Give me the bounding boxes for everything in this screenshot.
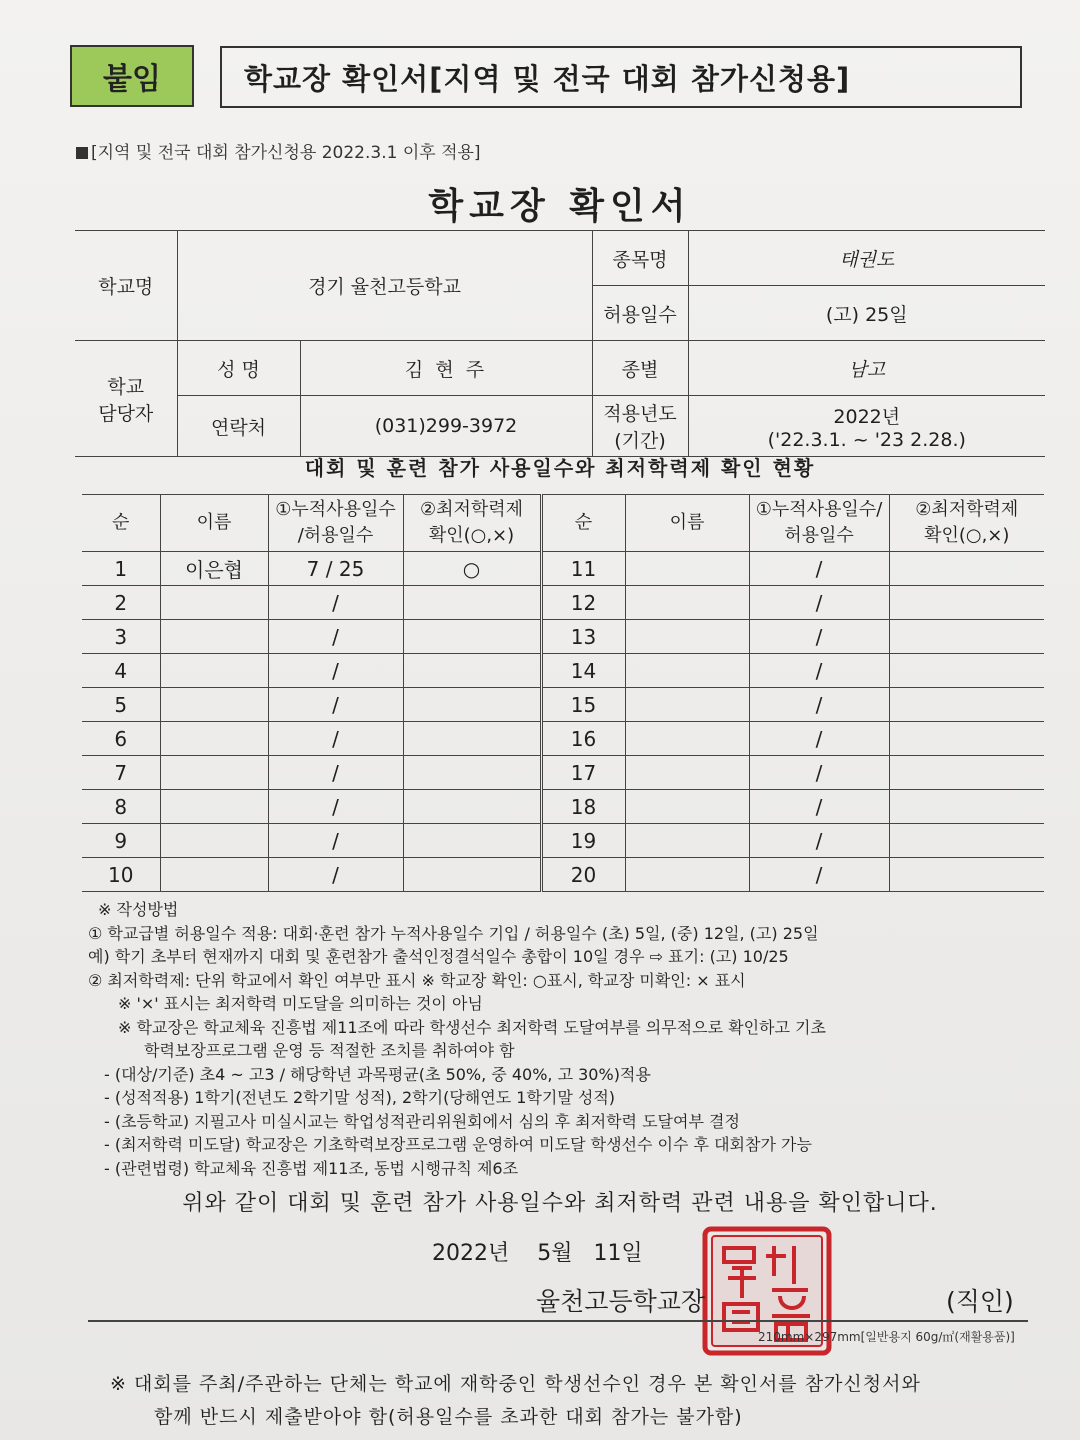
period-value [688, 396, 1045, 457]
issue-date: 2022년 5월 11일 [432, 1241, 643, 1266]
form-banner-title: 학교장 확인서[지역 및 전국 대회 참가신청용] [220, 46, 1022, 108]
row-no-right: 17 [541, 756, 625, 790]
row-check: ○ [403, 552, 541, 586]
note-2-a: ※ '×' 표시는 최저학력 미도달을 의미하는 것이 아님 [118, 994, 483, 1013]
notice-text: [지역 및 전국 대회 참가신청용 2022.3.1 이후 적용] [91, 143, 481, 163]
header-days-line1: ①누적사용일수 [275, 499, 396, 520]
page-title: 학교장 확인서 [428, 186, 692, 227]
row-name-right [625, 620, 749, 654]
manager-label [75, 341, 177, 457]
row-days-right: / [749, 756, 889, 790]
row-days-right: / [749, 586, 889, 620]
row-days-right: / [749, 824, 889, 858]
square-bullet-icon [76, 147, 88, 159]
header-days-right [749, 495, 889, 552]
row-no: 10 [82, 858, 160, 892]
row-name: 이은협 [160, 552, 268, 586]
note-2: ② 최저학력제: 단위 학교에서 확인 여부만 표시 ※ 학교장 확인: ○표시, 학교장 미확인: × 표시 [88, 970, 746, 990]
row-no-right: 12 [541, 586, 625, 620]
detail-3: - (초등학교) 지필고사 미실시교는 학업성적관리위원회에서 심의 후 최저학력 도달여부 결정 [104, 1111, 740, 1131]
row-no-right: 16 [541, 722, 625, 756]
header-name-right: 이름 [625, 495, 749, 552]
row-check [403, 722, 541, 756]
row-name-right [625, 586, 749, 620]
table-row [82, 756, 1044, 790]
row-no-right: 19 [541, 824, 625, 858]
period-year: 2022년 [833, 405, 901, 428]
row-no: 2 [82, 586, 160, 620]
writing-instructions [88, 898, 1048, 1180]
row-name-right [625, 654, 749, 688]
detail-2: - (성적적용) 1학기(전년도 2학기말 성적), 2학기(당해연도 1학기말 성적) [104, 1088, 616, 1107]
table-row [82, 824, 1044, 858]
row-check-right [889, 552, 1044, 586]
row-check [403, 586, 541, 620]
table-header-row [82, 495, 1044, 552]
row-no: 9 [82, 824, 160, 858]
header-days-line2: /허용일수 [297, 525, 374, 546]
category-value: 남고 [688, 341, 1045, 396]
row-days: / [268, 858, 403, 892]
confirmation-statement: 위와 같이 대회 및 훈련 참가 사용일수와 최저학력 관련 내용을 확인합니다. [182, 1191, 938, 1216]
row-days-right: / [749, 858, 889, 892]
detail-5: - (관련법령) 학교체육 진흥법 제11조, 동법 시행규칙 제6조 [104, 1158, 519, 1178]
table-row [82, 722, 1044, 756]
header-name: 이름 [160, 495, 268, 552]
attachment-tag: 붙임 [70, 45, 194, 107]
applicability-notice [76, 138, 481, 163]
allowed-days-value: (고) 25일 [688, 286, 1045, 341]
row-no: 5 [82, 688, 160, 722]
row-name [160, 620, 268, 654]
row-name [160, 756, 268, 790]
row-check [403, 654, 541, 688]
contact-label: 연락처 [177, 396, 300, 457]
footer-divider [88, 1320, 1028, 1322]
note-2-b-cont: 학력보장프로그램 운영 등 적절한 조치를 취하여야 함 [144, 1041, 515, 1060]
row-no-right: 11 [541, 552, 625, 586]
header-check-right-line1: ②최저학력제 [915, 499, 1019, 520]
row-name-right [625, 552, 749, 586]
seal-label: (직인) [946, 1287, 1014, 1316]
row-check-right [889, 858, 1044, 892]
row-check-right [889, 722, 1044, 756]
row-name [160, 722, 268, 756]
row-no-right: 14 [541, 654, 625, 688]
row-check-right [889, 756, 1044, 790]
table-row [82, 654, 1044, 688]
section-title: 대회 및 훈련 참가 사용일수와 최저학력제 확인 현황 [304, 456, 816, 480]
header-days [268, 495, 403, 552]
header-check-right-line2: 확인(○,×) [924, 525, 1010, 546]
table-row [82, 790, 1044, 824]
row-no-right: 13 [541, 620, 625, 654]
table-row [82, 552, 1044, 586]
name-label: 성 명 [177, 341, 300, 396]
allowed-days-label: 허용일수 [592, 286, 688, 341]
row-days: 7 / 25 [268, 552, 403, 586]
period-label-line1: 적용년도 [603, 403, 677, 425]
row-name-right [625, 756, 749, 790]
row-check [403, 790, 541, 824]
row-days: / [268, 824, 403, 858]
contact-value: (031)299-3972 [300, 396, 592, 457]
row-days: / [268, 790, 403, 824]
header-check-right [889, 495, 1044, 552]
table-row [82, 620, 1044, 654]
header-check-line1: ②최저학력제 [419, 499, 524, 520]
name-value: 김 현 주 [300, 341, 592, 396]
row-days-right: / [749, 654, 889, 688]
sport-label: 종목명 [592, 231, 688, 286]
header-check [403, 495, 541, 552]
row-name [160, 586, 268, 620]
note-1-example: 예) 학기 초부터 현재까지 대회 및 훈련참가 출석인정결석일수 총합이 10일 경우 ⇨ 표기: (고) 10/25 [88, 947, 789, 966]
category-label: 종별 [592, 341, 688, 396]
row-check [403, 620, 541, 654]
athlete-usage-table [82, 494, 1044, 892]
row-name-right [625, 858, 749, 892]
row-days: / [268, 586, 403, 620]
row-name-right [625, 824, 749, 858]
row-check-right [889, 688, 1044, 722]
row-days-right: / [749, 620, 889, 654]
row-days: / [268, 722, 403, 756]
row-check-right [889, 824, 1044, 858]
row-name [160, 654, 268, 688]
sport-value: 태권도 [688, 231, 1045, 286]
header-days-right-line2: 허용일수 [784, 525, 854, 546]
school-label: 학교명 [75, 231, 177, 341]
row-name [160, 790, 268, 824]
header-no: 순 [82, 495, 160, 552]
row-days-right: / [749, 790, 889, 824]
row-no-right: 18 [541, 790, 625, 824]
row-check [403, 688, 541, 722]
row-name [160, 688, 268, 722]
row-no: 8 [82, 790, 160, 824]
row-name [160, 824, 268, 858]
row-check-right [889, 790, 1044, 824]
period-label-line2: (기간) [614, 430, 666, 452]
row-check [403, 824, 541, 858]
note-2-b: ※ 학교장은 학교체육 진흥법 제11조에 따라 학생선수 최저학력 도달여부를 의무적으로 확인하고 기초 [118, 1017, 826, 1037]
header-no-right: 순 [541, 495, 625, 552]
table-row [82, 688, 1044, 722]
row-no-right: 15 [541, 688, 625, 722]
row-no: 6 [82, 722, 160, 756]
row-check-right [889, 654, 1044, 688]
row-name-right [625, 790, 749, 824]
row-no: 1 [82, 552, 160, 586]
row-days: / [268, 688, 403, 722]
period-label [592, 396, 688, 457]
detail-1: - (대상/기준) 초4 ~ 고3 / 해당학년 과목평균(초 50%, 중 40%, 고 30%)적용 [104, 1064, 651, 1084]
row-no-right: 20 [541, 858, 625, 892]
row-days-right: / [749, 552, 889, 586]
row-no: 7 [82, 756, 160, 790]
row-name-right [625, 688, 749, 722]
row-days: / [268, 620, 403, 654]
note-1: ① 학교급별 허용일수 적용: 대회·훈련 참가 누적사용일수 기입 / 허용일수 (초) 5일, (중) 12일, (고) 25일 [88, 923, 819, 943]
row-check-right [889, 586, 1044, 620]
submission-note-line2: 함께 반드시 제출받아야 함(허용일수를 초과한 대회 참가는 불가함) [154, 1406, 743, 1428]
row-check [403, 858, 541, 892]
school-value: 경기 율천고등학교 [177, 231, 592, 341]
table-row [82, 586, 1044, 620]
submission-note [110, 1368, 921, 1434]
row-days: / [268, 756, 403, 790]
notes-heading: ※ 작성방법 [98, 900, 179, 919]
row-days: / [268, 654, 403, 688]
detail-4: - (최저학력 미도달) 학교장은 기초학력보장프로그램 운영하여 미도달 학생선수 이수 후 대회참가 가능 [104, 1135, 812, 1154]
header-days-right-line1: ①누적사용일수/ [755, 499, 883, 520]
manager-label-line1: 학교 [107, 375, 145, 398]
row-name-right [625, 722, 749, 756]
table-row [82, 858, 1044, 892]
row-no: 4 [82, 654, 160, 688]
manager-label-line2: 담당자 [98, 402, 154, 425]
period-range: ('22.3.1. ~ '23 2.28.) [767, 428, 966, 451]
row-check [403, 756, 541, 790]
row-no: 3 [82, 620, 160, 654]
row-days-right: / [749, 722, 889, 756]
row-name [160, 858, 268, 892]
principal-name: 율천고등학교장 [536, 1287, 706, 1316]
row-check-right [889, 620, 1044, 654]
submission-note-line1: ※ 대회를 주최/주관하는 단체는 학교에 재학중인 학생선수인 경우 본 확인서를 참가신청서와 [110, 1373, 921, 1395]
school-info-table [75, 230, 1045, 457]
paper-spec: 210mm×297mm[일반용지 60g/㎡(재활용품)] [758, 1330, 1015, 1344]
row-days-right: / [749, 688, 889, 722]
header-check-line2: 확인(○,×) [428, 525, 515, 546]
